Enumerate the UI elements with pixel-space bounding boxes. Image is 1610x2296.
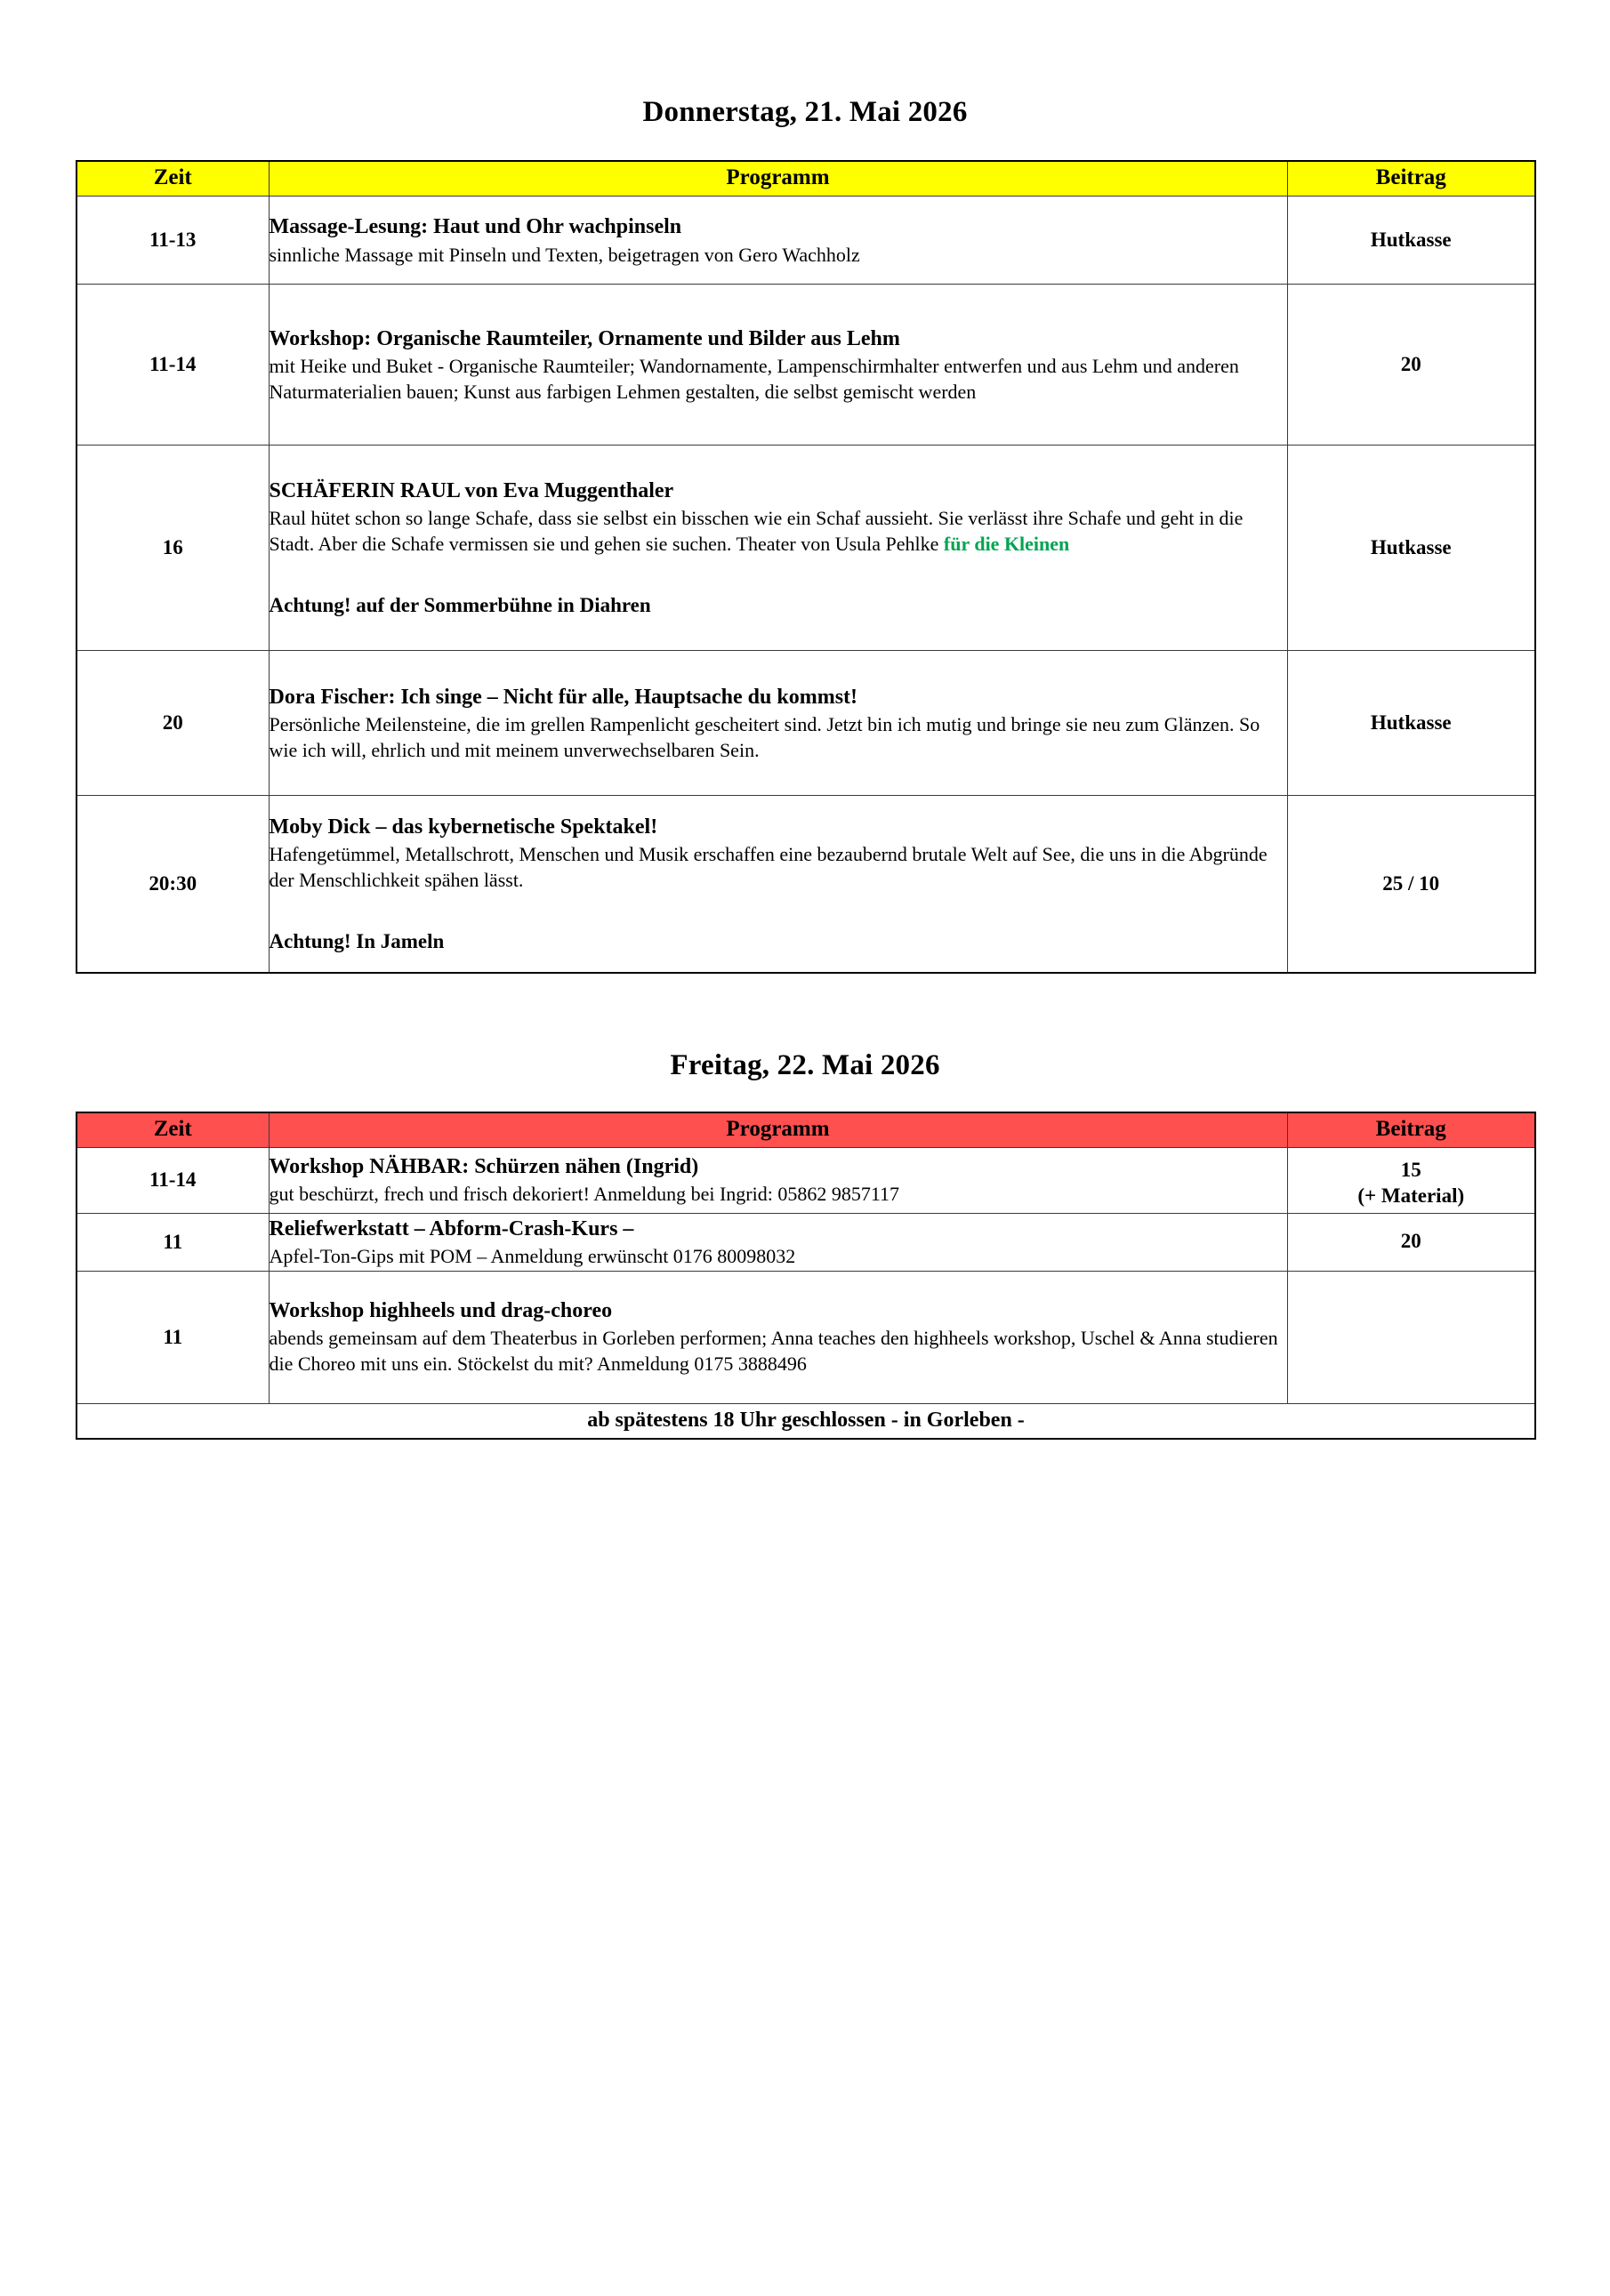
program-description-highlight: für die Kleinen — [943, 533, 1070, 556]
program-title: Workshop: Organische Raumteiler, Ornamente und Bilder aus Lehm — [269, 326, 900, 350]
program-description: gut beschürzt, frech und frisch dekoriert! Anmeldung bei Ingrid: 05862 9857117 — [269, 1183, 900, 1206]
cell-zeit: 11-14 — [76, 1147, 269, 1213]
program-table-thursday — [76, 160, 1536, 974]
table-row — [76, 1213, 1535, 1271]
program-title: Dora Fischer: Ich singe – Nicht für alle, Hauptsache du kommst! — [269, 685, 858, 709]
program-description-text: Raul hütet schon so lange Schafe, dass sie selbst ein bisschen wie ein Schaf aussieht. Sie verlässt ihre Schafe und geht in die Stadt. Aber die Schafe vermissen sie und gehen sie suchen. Theater von Usula Pehlke — [269, 507, 1244, 556]
column-header-beitrag: Beitrag — [1287, 1112, 1535, 1148]
beitrag-note: (+ Material) — [1357, 1184, 1465, 1207]
cell-zeit: 11 — [76, 1213, 269, 1271]
program-note: Achtung! In Jameln — [269, 930, 445, 953]
table-row — [76, 446, 1535, 651]
program-title: Reliefwerkstatt – Abform-Crash-Kurs – — [269, 1216, 634, 1240]
cell-beitrag: Hutkasse — [1287, 197, 1535, 285]
cell-beitrag — [1287, 1147, 1535, 1213]
program-table-friday — [76, 1112, 1536, 1440]
cell-programm — [269, 285, 1287, 446]
cell-zeit: 16 — [76, 446, 269, 651]
thursday-table-wrap — [76, 160, 1534, 974]
program-note: Achtung! auf der Sommerbühne in Diahren — [269, 594, 651, 617]
column-header-programm: Programm — [269, 161, 1287, 197]
program-description: Apfel-Ton-Gips mit POM – Anmeldung erwünscht 0176 80098032 — [269, 1244, 796, 1267]
column-header-zeit: Zeit — [76, 1112, 269, 1148]
program-title: Workshop NÄHBAR: Schürzen nähen (Ingrid) — [269, 1155, 699, 1179]
cell-programm — [269, 446, 1287, 651]
table-footer-row — [76, 1403, 1535, 1439]
friday-table-wrap — [76, 1112, 1534, 1440]
cell-programm — [269, 197, 1287, 285]
closing-notice: ab spätestens 18 Uhr geschlossen - in Gorleben - — [76, 1403, 1535, 1439]
cell-programm — [269, 796, 1287, 974]
page-title-thursday: Donnerstag, 21. Mai 2026 — [642, 96, 968, 129]
column-header-programm: Programm — [269, 1112, 1287, 1148]
cell-zeit: 11 — [76, 1271, 269, 1403]
table-row — [76, 197, 1535, 285]
column-header-beitrag: Beitrag — [1287, 161, 1535, 197]
beitrag-amount: 15 — [1400, 1158, 1421, 1181]
cell-beitrag — [1287, 1271, 1535, 1403]
cell-beitrag: Hutkasse — [1287, 651, 1535, 796]
cell-programm — [269, 1271, 1287, 1403]
table-row — [76, 285, 1535, 446]
program-description: Persönliche Meilensteine, die im grellen Rampenlicht gescheitert sind. Jetzt bin ich mutig und bringe sie neu zum Glänzen. So wie ich will, ehrlich und mit meinem unverwechselbaren Sein. — [269, 712, 1260, 762]
cell-zeit: 11-13 — [76, 197, 269, 285]
cell-programm — [269, 1213, 1287, 1271]
cell-beitrag: 20 — [1287, 285, 1535, 446]
cell-beitrag: 25 / 10 — [1287, 796, 1535, 974]
program-description: mit Heike und Buket - Organische Raumteiler; Wandornamente, Lampenschirmhalter entwerfen und aus Lehm und anderen Naturmaterialien bauen; Kunst aus farbigen Lehmen gestalten, die selbst gemischt werden — [269, 354, 1239, 404]
table-row — [76, 651, 1535, 796]
cell-programm — [269, 1147, 1287, 1213]
program-description: Hafengetümmel, Metallschrott, Menschen und Musik erschaffen eine bezaubernd brutale Welt auf See, die uns in die Abgründe der Menschlichkeit spähen lässt. — [269, 843, 1268, 892]
table-row — [76, 1271, 1535, 1403]
table-row — [76, 1147, 1535, 1213]
program-title: SCHÄFERIN RAUL von Eva Muggenthaler — [269, 478, 674, 502]
cell-zeit: 20 — [76, 651, 269, 796]
table-row — [76, 796, 1535, 974]
page-title-friday: Freitag, 22. Mai 2026 — [670, 1048, 940, 1081]
table-header-row — [76, 1112, 1535, 1148]
cell-programm — [269, 651, 1287, 796]
program-title: Massage-Lesung: Haut und Ohr wachpinseln — [269, 215, 682, 239]
program-page — [0, 20, 1610, 2296]
program-title: Workshop highheels und drag-choreo — [269, 1299, 613, 1323]
program-title: Moby Dick – das kybernetische Spektakel! — [269, 815, 658, 839]
cell-zeit: 20:30 — [76, 796, 269, 974]
cell-beitrag: Hutkasse — [1287, 446, 1535, 651]
program-description: sinnliche Massage mit Pinseln und Texten, beigetragen von Gero Wachholz — [269, 243, 860, 266]
program-description: abends gemeinsam auf dem Theaterbus in Gorleben performen; Anna teaches den highheels workshop, Uschel & Anna studieren die Choreo mit uns ein. Stöckelst du mit? Anmeldung 0175 3888496 — [269, 1327, 1278, 1376]
table-header-row — [76, 161, 1535, 197]
program-description — [270, 505, 1287, 557]
column-header-zeit: Zeit — [76, 161, 269, 197]
cell-zeit: 11-14 — [76, 285, 269, 446]
cell-beitrag: 20 — [1287, 1213, 1535, 1271]
